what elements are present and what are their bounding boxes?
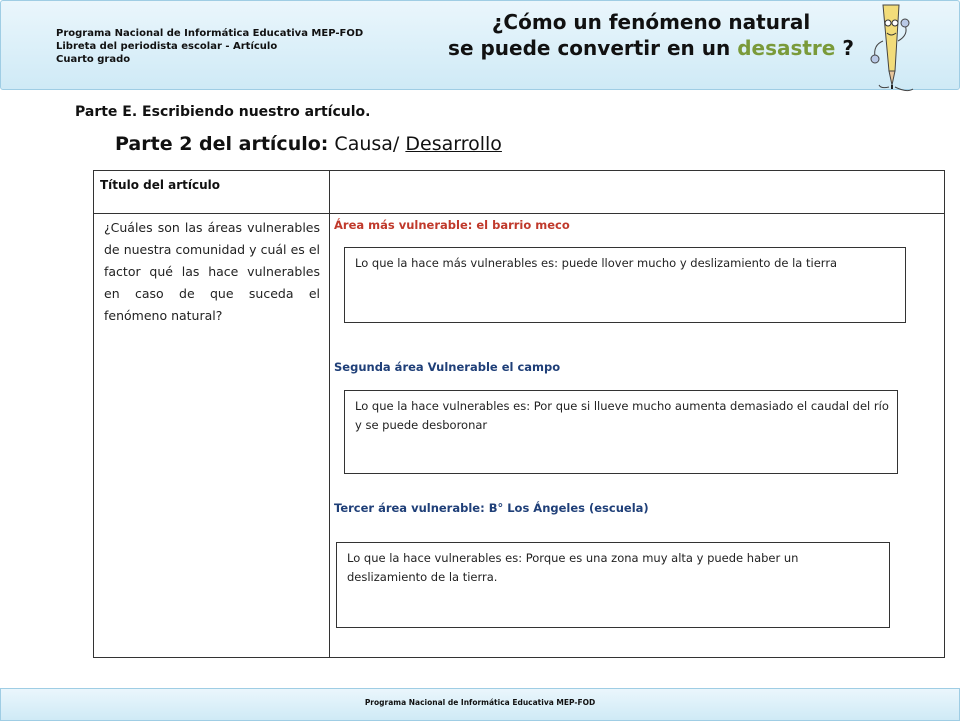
area1-label: Área más vulnerable: el barrio meco: [334, 218, 570, 232]
area3-textbox[interactable]: Lo que la hace vulnerables es: Porque es una zona muy alta y puede haber un deslizamiento de la tierra.: [336, 542, 890, 628]
article-title-label: Título del artículo: [100, 178, 221, 192]
part-title-bold: Parte 2 del artículo:: [115, 133, 329, 155]
title-line-2: [431, 35, 871, 61]
title-line-1: ¿Cómo un fenómeno natural: [491, 10, 811, 34]
area2-textbox[interactable]: Lo que la hace vulnerables es: Por que si llueve mucho aumenta demasiado el caudal del río y se puede desboronar: [344, 390, 898, 474]
area3-label: Tercer área vulnerable: B° Los Ángeles (escuela): [334, 501, 649, 515]
column-divider: [329, 171, 330, 657]
page-header: [0, 0, 960, 90]
vulnerability-question: ¿Cuáles son las áreas vulnerables de nuestra comunidad y cuál es el factor qué las hace vulnerables en caso de que suceda el fenómeno natural?: [104, 220, 320, 323]
notebook-name: Libreta del periodista escolar - Artículo: [56, 41, 278, 52]
page-footer: [0, 688, 960, 721]
main-title: [431, 9, 871, 61]
title-line-2-end: ?: [835, 36, 854, 60]
title-line-2-start: se puede convertir en un: [448, 36, 738, 60]
part-title: [115, 133, 502, 155]
section-heading: Parte E. Escribiendo nuestro artículo.: [75, 104, 371, 120]
part-title-plain: Causa/: [328, 133, 406, 155]
footer-text: Programa Nacional de Informática Educativa MEP-FOD: [364, 698, 596, 707]
part-title-underlined: Desarrollo: [405, 133, 502, 155]
program-info: [56, 27, 363, 66]
grade: Cuarto grado: [56, 54, 131, 65]
program-name: Programa Nacional de Informática Educativa MEP-FOD: [56, 28, 364, 39]
row-divider: [94, 213, 944, 214]
article-table: [93, 170, 945, 658]
pencil-mascot-icon: [869, 1, 939, 93]
area1-textbox[interactable]: Lo que la hace más vulnerables es: puede llover mucho y deslizamiento de la tierra: [344, 247, 906, 323]
area2-label: Segunda área Vulnerable el campo: [334, 360, 561, 374]
title-accent-word: desastre: [737, 36, 836, 60]
